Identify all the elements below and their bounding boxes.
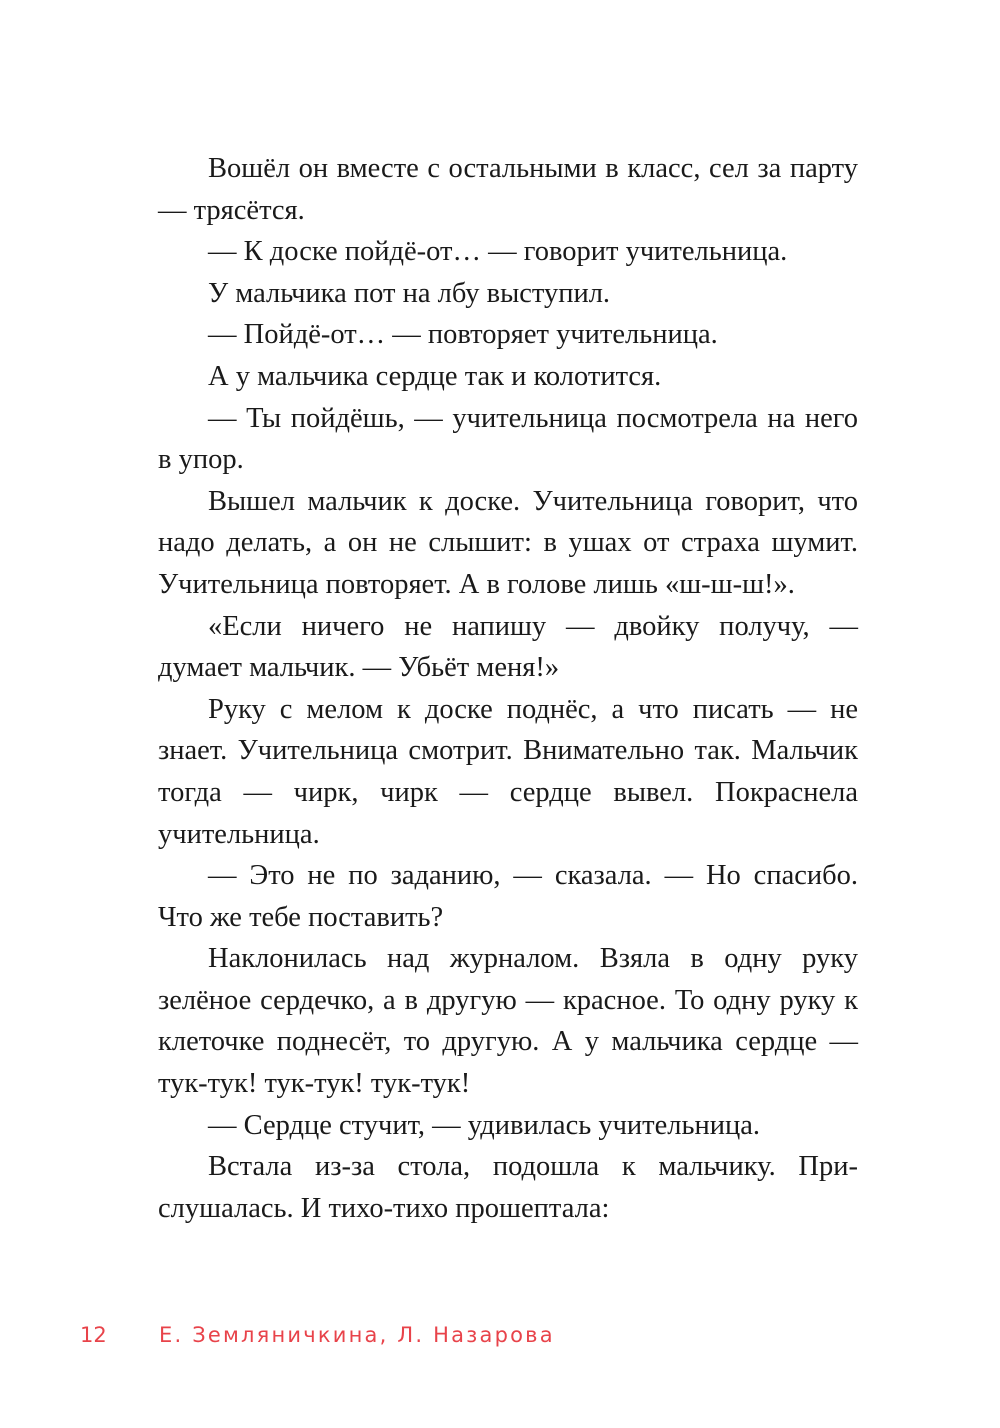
paragraph: А у мальчика сердце так и колотится. (208, 360, 662, 392)
paragraph: Руку с мелом к доске поднёс, а что писать — не знает. Учительница смотрит. Внимательно так. Мальчик тогда — чирк, чирк — сердце вывел. Покраснела учительница. (158, 693, 858, 850)
paragraph: — Пойдё-от… — повторяет учительница. (208, 319, 718, 351)
page-number: 12 (80, 1323, 107, 1347)
paragraph: У мальчика пот на лбу выступил. (208, 277, 611, 309)
running-head: Е. Земляничкина, Л. Назарова (159, 1323, 555, 1347)
body-text (158, 148, 858, 1229)
paragraph: Наклонилась над журналом. Взяла в одну руку зелёное сердечко, а в другую — красное. То одну руку к клеточке поднесёт, то другую. А у мальчика сердце — тук-тук! тук-тук! тук-тук! (158, 943, 858, 1100)
paragraph: — Ты пойдёшь, — учительница посмотрела на него в упор. (158, 402, 858, 476)
paragraph: «Если ничего не напишу — двойку получу, — думает мальчик. — Убьёт меня!» (158, 610, 858, 684)
paragraph: — К доске пойдё-от… — говорит учительница. (208, 236, 788, 268)
paragraph: Вошёл он вместе с остальными в класс, сел за парту — трясётся. (158, 153, 858, 226)
paragraph: — Это не по заданию, — сказала. — Но спасибо. Что же тебе поставить? (158, 860, 858, 933)
paragraph: Встала из-за стола, подошла к мальчику. Прислушалась. И тихо-тихо прошептала: (158, 1151, 858, 1224)
paragraph: Вышел мальчик к доске. Учительница говорит, что надо делать, а он не слышит: в ушах от страха шумит. Учительница повторяет. А в голове лишь «ш-ш-ш!». (158, 485, 858, 600)
paragraph: — Сердце стучит, — удивилась учительница. (208, 1109, 761, 1141)
